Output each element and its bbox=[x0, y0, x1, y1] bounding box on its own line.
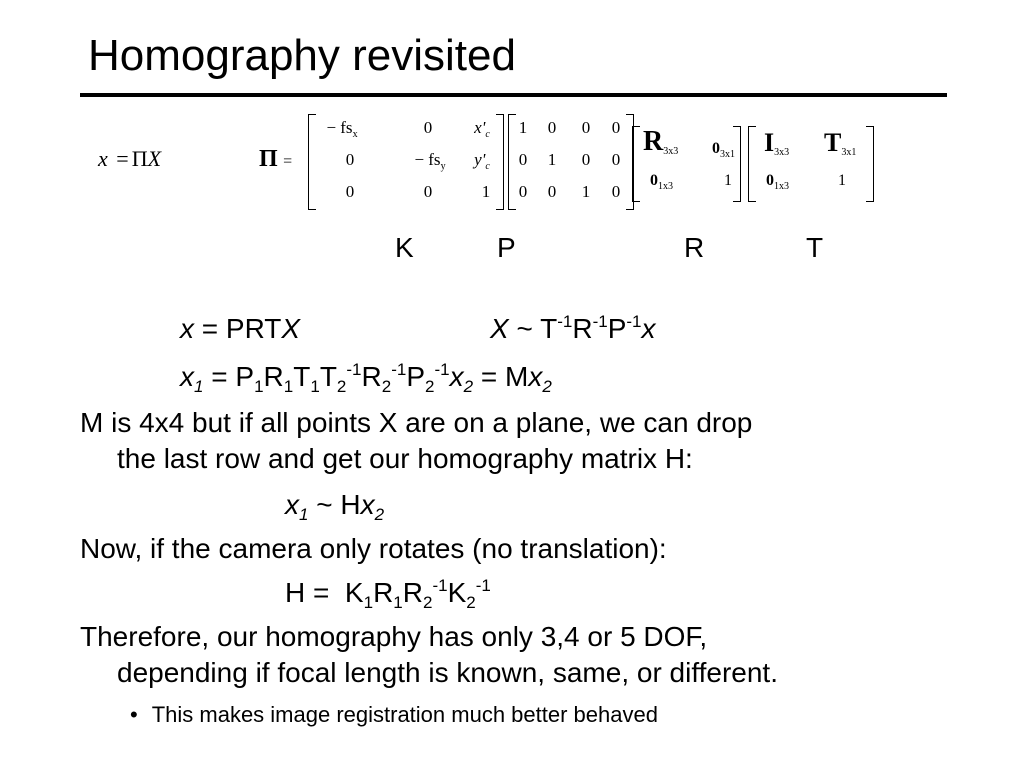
eq-rotation: $H = K_1R_1R_2^{-1}K_2^{-1}$ bbox=[285, 576, 491, 612]
k-10: 0 bbox=[345, 150, 355, 169]
pi-equals: = bbox=[283, 153, 293, 170]
p-12: 0 bbox=[581, 150, 591, 169]
para3-line1: Therefore, our homography has only 3,4 or 5 DOF, bbox=[80, 621, 708, 652]
eq-inverse: X ~ $T^{-1}R^{-1}P^{-1}x$ bbox=[490, 312, 656, 344]
p-01: 0 bbox=[547, 118, 557, 137]
k-00: − fs bbox=[326, 118, 353, 137]
bullet-text: This makes image registration much better behaved bbox=[151, 702, 658, 727]
r-one: 1 bbox=[724, 172, 732, 189]
eq-homography: $x_1$ ~ $Hx_2$ bbox=[285, 489, 385, 524]
p-02: 0 bbox=[581, 118, 591, 137]
title-underline bbox=[80, 93, 947, 97]
label-K: K bbox=[395, 232, 414, 263]
bullet-item bbox=[130, 702, 658, 728]
eq-x1-x2: $x_1 = P_1R_1T_1T_2^{-1}R_2^{-1}P_2^{-1}x_2 = Mx_2$ bbox=[180, 360, 552, 396]
r-block: $R_{3x3}$ bbox=[643, 126, 679, 157]
r-zero-row: $0_{1x3}$ bbox=[650, 172, 673, 192]
p-22: 1 bbox=[581, 182, 591, 201]
k-22: 1 bbox=[481, 182, 491, 201]
slide-title: Homography revisited bbox=[88, 31, 516, 80]
t-block: $T_{3x1}$ bbox=[824, 128, 857, 158]
label-T: T bbox=[806, 232, 824, 263]
p-11: 1 bbox=[547, 150, 557, 169]
k-02: x' bbox=[474, 118, 486, 137]
p-00: 1 bbox=[518, 118, 528, 137]
p-20: 0 bbox=[518, 182, 528, 201]
p-23: 0 bbox=[611, 182, 621, 201]
equals-sign: = bbox=[116, 146, 129, 171]
pi-bold-symbol: Π bbox=[259, 146, 278, 172]
k-12: y' bbox=[474, 150, 486, 169]
k-01: 0 bbox=[423, 118, 433, 137]
i-block: $I_{3x3}$ bbox=[764, 128, 790, 158]
k-21: 0 bbox=[423, 182, 433, 201]
p-10: 0 bbox=[518, 150, 528, 169]
label-P: P bbox=[497, 232, 516, 263]
para1-line1: M is 4x4 but if all points X are on a plane, we can drop bbox=[80, 407, 753, 438]
rhs-X: X bbox=[147, 146, 162, 171]
label-R: R bbox=[684, 232, 705, 263]
projection-equation bbox=[98, 146, 161, 172]
lhs-x: x bbox=[98, 146, 108, 171]
para2: Now, if the camera only rotates (no translation): bbox=[80, 533, 667, 564]
pi-definition bbox=[259, 146, 292, 173]
bullet-dot: • bbox=[130, 702, 138, 727]
r-zero-col: $0_{3x1}$ bbox=[712, 140, 735, 160]
p-21: 0 bbox=[547, 182, 557, 201]
p-13: 0 bbox=[611, 150, 621, 169]
t-one: 1 bbox=[838, 172, 846, 189]
para3-line2: depending if focal length is known, same, or different. bbox=[117, 657, 778, 688]
p-03: 0 bbox=[611, 118, 621, 137]
para1-line2: the last row and get our homography matrix H: bbox=[117, 443, 693, 474]
k-11: − fs bbox=[414, 150, 441, 169]
eq-x-prt: x = PRTX bbox=[180, 313, 301, 344]
t-zero-row: $0_{1x3}$ bbox=[766, 172, 789, 192]
pi-symbol: Π bbox=[131, 146, 148, 171]
k-20: 0 bbox=[345, 182, 355, 201]
